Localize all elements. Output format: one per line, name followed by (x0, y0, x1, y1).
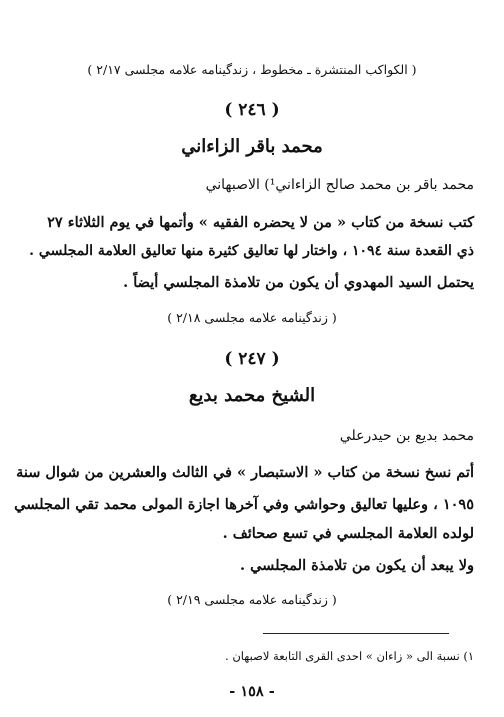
running-head: ( الكواكب المنتشرة ـ مخطوط ، زندگينامه علامه مجلسى ۲/۱۷ ) (87, 62, 417, 77)
entry-full-name: محمد بديع بن حيدرعلي (339, 428, 474, 444)
entry-paragraph-line: أتم نسخ نسخة من كتاب « الاستبصار » في الثالث والعشرين من شوال سنة (16, 464, 474, 481)
entry-number: ( ٢٤٦ ) (224, 100, 280, 120)
entry-title: محمد باقر الزاءاني (181, 136, 323, 157)
entry-paragraph-line: يحتمل السيد المهدوي أن يكون من تلامذة المجلسي أيضاً . (123, 274, 474, 291)
footnote-divider (263, 633, 449, 634)
entry-paragraph-line: ولا يبعد أن يكون من تلامذة المجلسي . (239, 557, 474, 574)
entry-source: ( زندگينامه علامه مجلسى ۲/۱۸ ) (167, 310, 337, 325)
entry-source: ( زندگينامه علامه مجلسى ۲/۱۹ ) (167, 592, 337, 607)
entry-paragraph-line: لولده العلامة المجلسي في تسع صحائف . (222, 525, 474, 542)
entry-title: الشيخ محمد بديع (188, 385, 316, 406)
entry-number: ( ٢٤٧ ) (224, 349, 280, 369)
footnote: ١) نسبة الى « زاءان » احدى القرى التابعة لاصبهان . (225, 649, 474, 663)
entry-paragraph-line: ذي القعدة سنة ١٠٩٤ ، واختار لها تعاليق كثيرة منها تعاليق العلامة المجلسي . (29, 243, 474, 259)
entry-full-name: محمد باقر بن محمد صالح الزاءاني¹) الاصبهاني (205, 177, 474, 193)
entry-paragraph-line: كتب نسخة من كتاب « من لا يحضره الفقيه » وأتمها في يوم الثلاثاء ٢٧ (47, 214, 474, 231)
page-number: - ١٥٨ - (229, 683, 275, 700)
entry-paragraph-line: ١٠٩٥ ، وعليها تعاليق وحواشي وفي آخرها اجازة المولى محمد تقي المجلسي (14, 496, 474, 513)
